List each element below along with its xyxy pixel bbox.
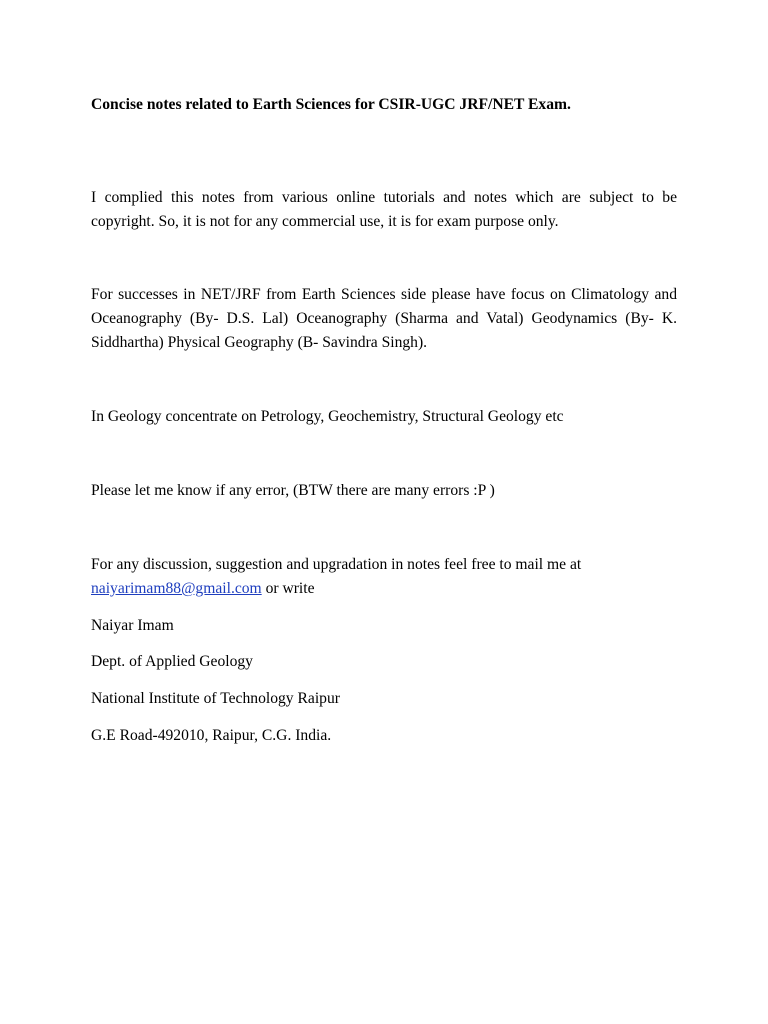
contact-intro: For any discussion, suggestion and upgradation in notes feel free to mail me at <box>91 556 582 573</box>
contact-suffix: or write <box>261 580 315 597</box>
errors-paragraph: Please let me know if any error, (BTW there are many errors :P ) <box>91 482 495 499</box>
signature-institute: National Institute of Technology Raipur <box>91 690 340 707</box>
disclaimer-paragraph: I complied this notes from various online tutorials and notes which are subject to be copyright. So, it is not for any commercial use, it is for exam purpose only. <box>91 189 677 230</box>
signature-name: Naiyar Imam <box>91 617 174 634</box>
email-link[interactable]: naiyarimam88@gmail.com <box>91 580 262 597</box>
document-title: Concise notes related to Earth Sciences for CSIR-UGC JRF/NET Exam. <box>91 96 571 113</box>
signature-department: Dept. of Applied Geology <box>91 653 253 670</box>
signature-address: G.E Road-492010, Raipur, C.G. India. <box>91 727 332 744</box>
geology-paragraph: In Geology concentrate on Petrology, Geochemistry, Structural Geology etc <box>91 408 564 425</box>
focus-paragraph: For successes in NET/JRF from Earth Sciences side please have focus on Climatology and Oceanography (By- D.S. Lal) Oceanography (Sharma and Vatal) Geodynamics (By- K. Siddhartha) Physical Geography (B- Savindra Singh). <box>91 286 677 351</box>
contact-paragraph <box>91 553 677 601</box>
